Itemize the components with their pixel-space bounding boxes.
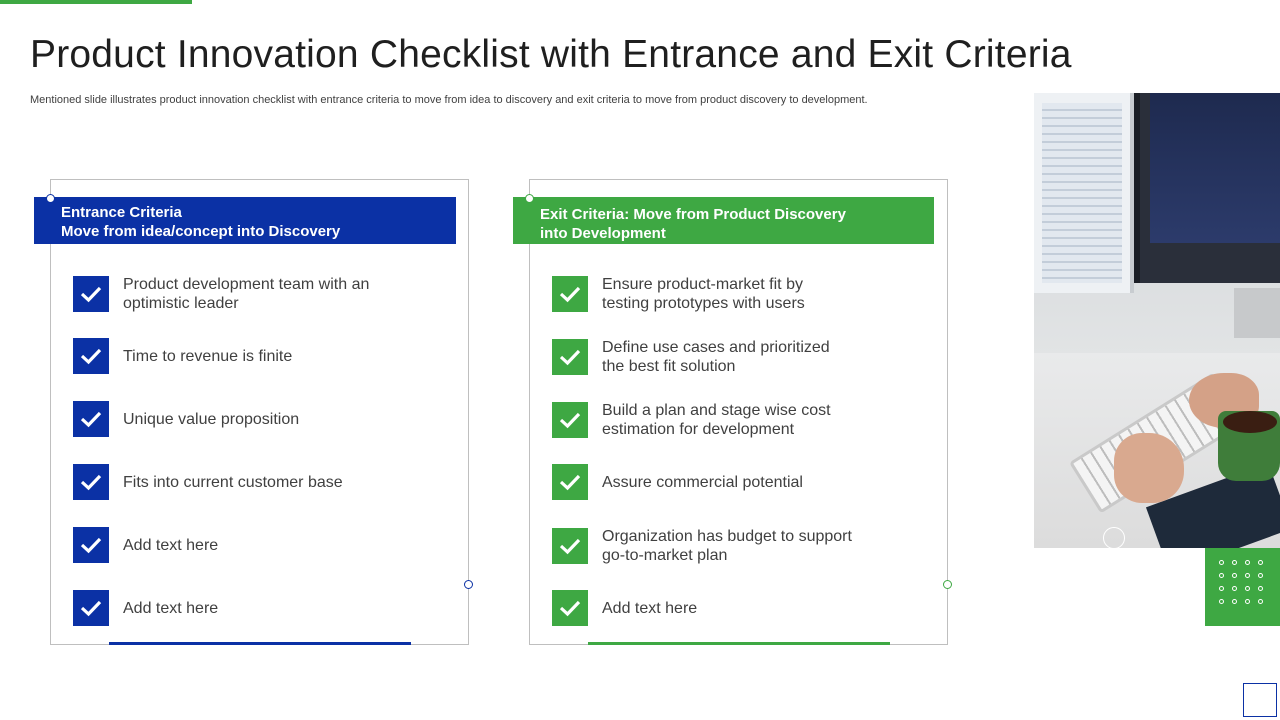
list-item: [73, 590, 373, 626]
top-accent-bar: [0, 0, 192, 4]
checkmark-icon: [73, 590, 109, 626]
slide-subtitle: Mentioned slide illustrates product innovation checklist with entrance criteria to move from idea to discovery and exit criteria to move from product discovery to development.: [30, 94, 868, 106]
connector-dot: [464, 580, 473, 589]
connector-dot: [525, 194, 534, 203]
list-item: [552, 590, 852, 626]
card-bottom-accent: [109, 642, 411, 645]
list-item-text: Add text here: [602, 599, 698, 617]
entrance-criteria-header: [34, 197, 456, 244]
connector-dot: [46, 194, 55, 203]
list-item-text: Define use cases and prioritized the best fit solution: [602, 339, 830, 375]
checkmark-icon: [73, 276, 109, 312]
exit-header-line1: Exit Criteria: Move from Product Discovery: [540, 206, 846, 223]
list-item: [73, 401, 373, 437]
decorative-corner-square: [1243, 683, 1277, 717]
list-item-text: Add text here: [123, 536, 219, 554]
entrance-header-line2: Move from idea/concept into Discovery: [61, 223, 341, 240]
list-item: [73, 464, 373, 500]
photo-secondary-screen: [1034, 93, 1134, 293]
exit-criteria-header: [513, 197, 934, 244]
list-item-text: Unique value proposition: [123, 410, 300, 428]
list-item: [73, 527, 373, 563]
checkmark-icon: [552, 528, 588, 564]
decorative-green-block: [1205, 548, 1280, 626]
photo-hand: [1114, 433, 1184, 503]
list-item: [552, 275, 852, 313]
checkmark-icon: [552, 339, 588, 375]
list-item: [552, 464, 852, 500]
photo-coffee: [1223, 411, 1277, 433]
checkmark-icon: [552, 464, 588, 500]
card-bottom-accent: [588, 642, 890, 645]
list-item: [552, 401, 852, 439]
list-item-text: Build a plan and stage wise cost estimation for development: [602, 402, 831, 438]
list-item-text: Ensure product-market fit by testing prototypes with users: [602, 276, 805, 312]
checkmark-icon: [73, 527, 109, 563]
connector-dot: [943, 580, 952, 589]
slide-title: Product Innovation Checklist with Entrance and Exit Criteria: [30, 33, 1072, 76]
photo-monitor-stand: [1234, 288, 1280, 338]
entrance-criteria-card: [50, 179, 469, 645]
list-item-text: Fits into current customer base: [123, 473, 343, 491]
list-item: [73, 275, 373, 313]
list-item: [552, 338, 852, 376]
list-item-text: Time to revenue is finite: [123, 347, 293, 365]
checkmark-icon: [552, 590, 588, 626]
list-item-text: Product development team with an optimistic leader: [123, 276, 370, 312]
checkmark-icon: [73, 401, 109, 437]
workspace-photo: [1034, 93, 1280, 548]
list-item: [73, 338, 373, 374]
list-item-text: Organization has budget to support go-to-market plan: [602, 528, 852, 564]
photo-monitor: [1134, 93, 1280, 283]
checkmark-icon: [552, 402, 588, 438]
decorative-ring: [1103, 527, 1125, 548]
list-item: [552, 527, 852, 565]
exit-header-line2: into Development: [540, 225, 666, 242]
entrance-header-line1: Entrance Criteria: [61, 204, 182, 221]
checkmark-icon: [552, 276, 588, 312]
checkmark-icon: [73, 464, 109, 500]
list-item-text: Assure commercial potential: [602, 473, 803, 491]
decorative-dot-grid: [1219, 560, 1271, 612]
checkmark-icon: [73, 338, 109, 374]
list-item-text: Add text here: [123, 599, 219, 617]
exit-criteria-card: [529, 179, 948, 645]
